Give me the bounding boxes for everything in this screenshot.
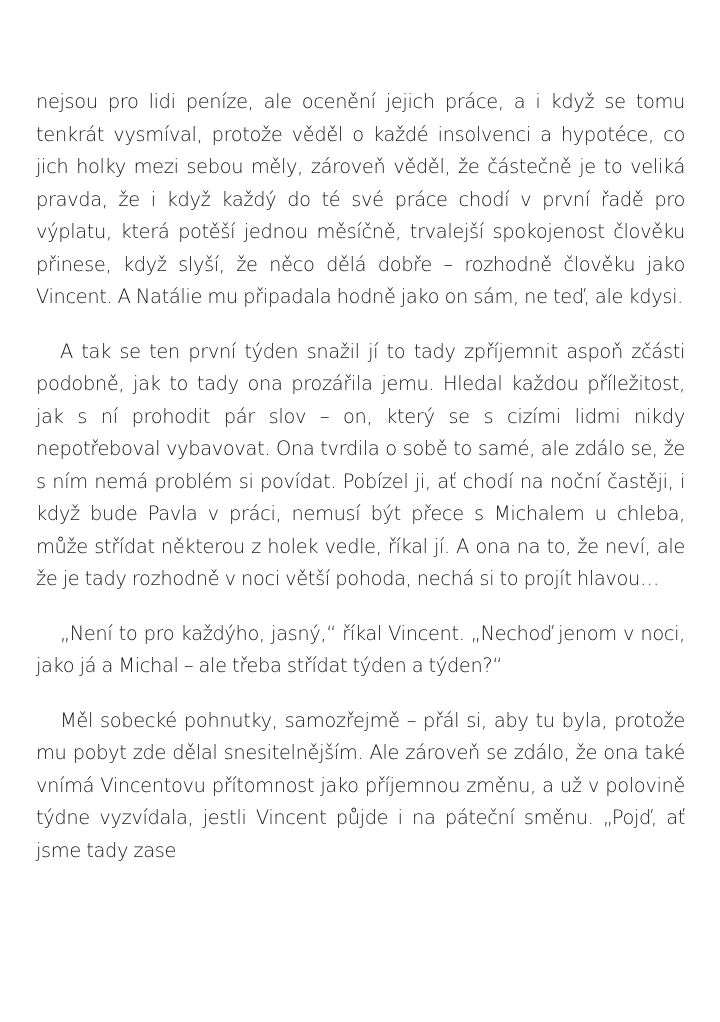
paragraph-continued: nejsou pro lidi peníze, ale ocenění jejich práce, a i když se tomu tenkrát vysmíval, protože věděl o každé insolvenci a hypotéce, co jich holky mezi sebou měly, zároveň věděl, že částečně je to veliká pravda, že i když každý do té své práce chodí v první řadě pro výplatu, která potěší jednou měsíčně, trvalejší spokojenost člověku přinese, když slyší, že něco dělá dobře – rozhodně člověku jako Vincent. A Natálie mu připadala hodně jako on sám, ne teď, ale kdysi. <box>36 90 685 308</box>
paragraph: A tak se ten první týden snažil jí to tady zpříjemnit aspoň zčásti podobně, jak to tady ona prozářila jemu. Hledal každou příležitost, jak s ní prohodit pár slov – on, který se s cizími lidmi nikdy nepotřeboval vybavovat. Ona tvrdila o sobě to samé, ale zdálo se, že s ním nemá problém si povídat. Pobízel ji, ať chodí na noční častěji, i když bude Pavla v práci, nemusí být přece s Michalem u chleba, může střídat některou z holek vedle, říkal jí. A ona na to, že neví, ale že je tady rozhodně v noci větší pohoda, nechá si to projít hlavou… <box>36 339 685 590</box>
paragraph: Měl sobecké pohnutky, samozřejmě – přál si, aby tu byla, protože mu pobyt zde dělal snesitelnějším. Ale zároveň se zdálo, že ona také vnímá Vincentovu přítomnost jako příjemnou změnu, a už v polovině týdne vyzvídala, jestli Vincent půjde i na páteční směnu. „Pojď, ať jsme tady zase <box>36 708 685 862</box>
paragraph-dialogue: „Není to pro každýho, jasný,“ říkal Vincent. „Nechoď jenom v noci, jako já a Michal – ale třeba střídat týden a týden?“ <box>36 621 685 677</box>
book-page <box>36 86 685 889</box>
